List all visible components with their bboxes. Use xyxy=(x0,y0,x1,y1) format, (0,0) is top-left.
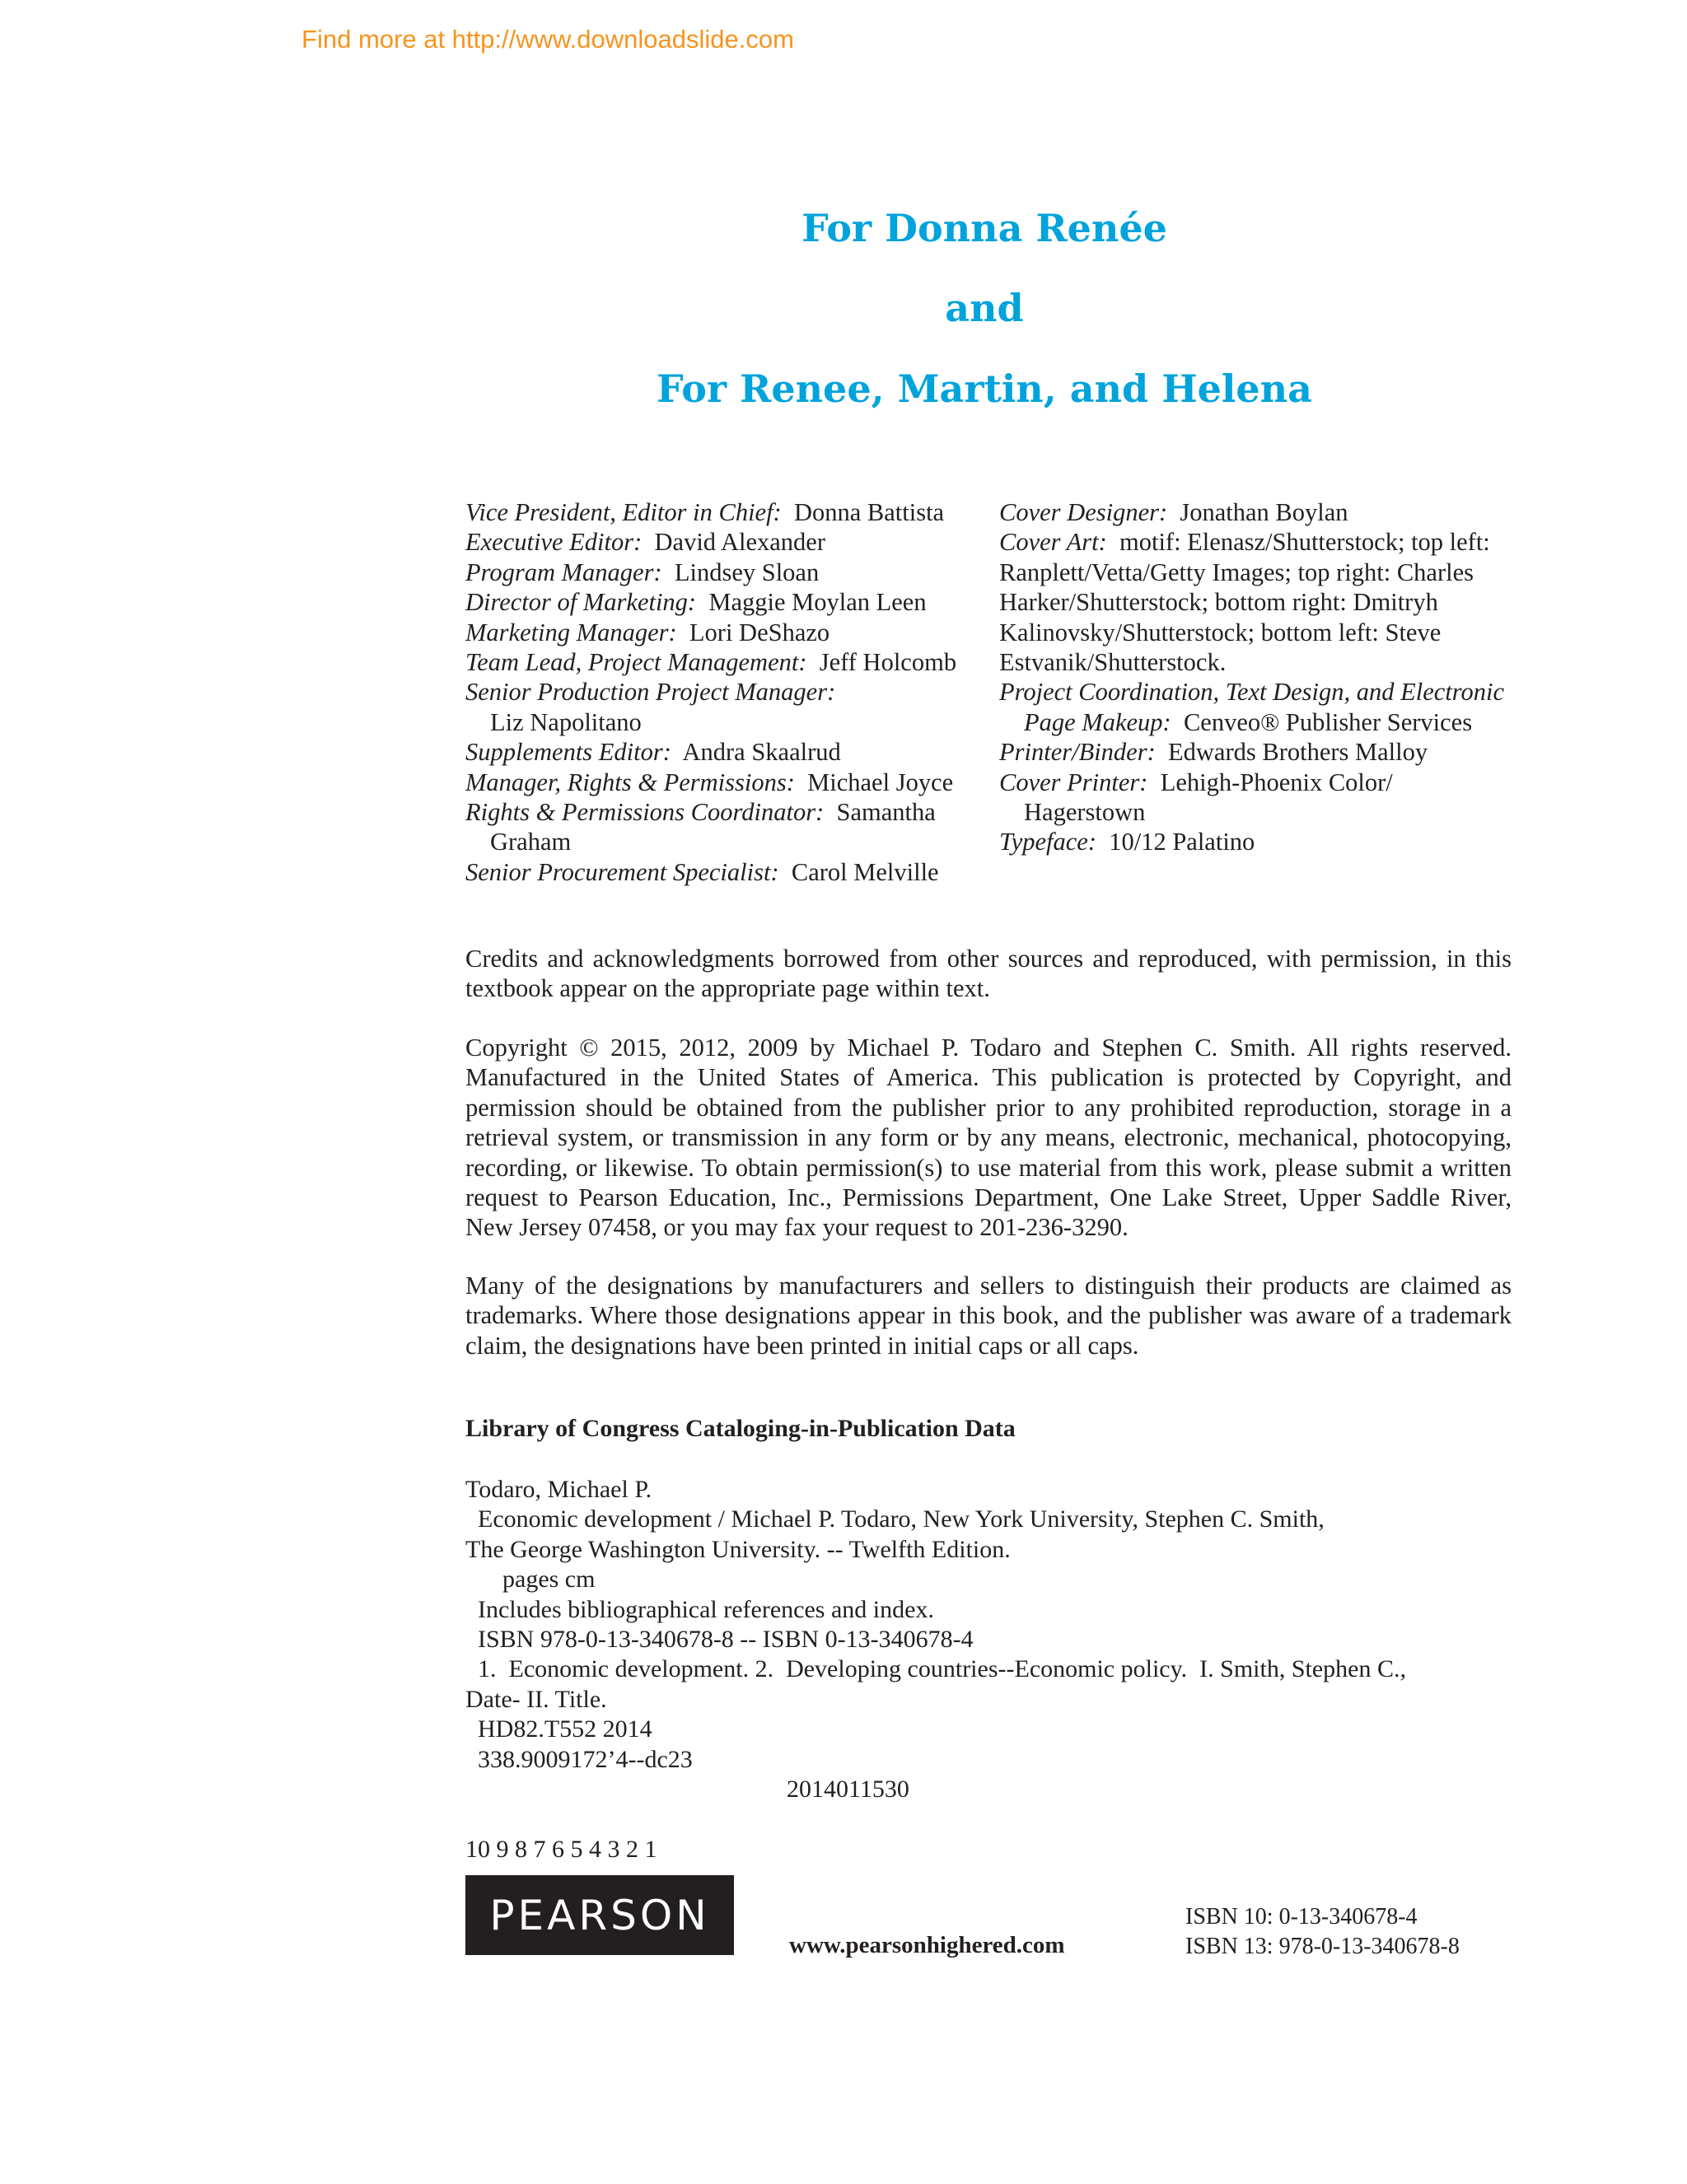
credit-entry xyxy=(465,618,976,647)
credit-name: Jeff Holcomb xyxy=(819,648,957,677)
cip-line: 2014011530 xyxy=(465,1776,909,1804)
credit-name: Michael Joyce xyxy=(807,768,954,796)
credit-role: Cover Printer: xyxy=(999,768,1148,796)
dedication-line-3: For Renee, Martin, and Helena xyxy=(657,366,1312,411)
pearson-logo: PEARSON xyxy=(465,1875,734,1955)
credit-entry xyxy=(999,497,1510,527)
dedication-line-2: and xyxy=(945,286,1024,330)
cip-line: Includes bibliographical references and index. xyxy=(465,1595,934,1623)
credit-name: Donna Battista xyxy=(793,498,945,526)
credit-role: Director of Marketing: xyxy=(465,588,697,617)
credit-entry xyxy=(465,857,976,887)
cip-line: Economic development / Michael P. Todaro, New York University, Stephen C. Smith, xyxy=(465,1505,1325,1533)
credit-role: Vice President, Editor in Chief: xyxy=(465,498,782,526)
credit-name: 10/12 Palatino xyxy=(1109,828,1255,856)
credit-entry xyxy=(465,647,976,677)
credit-role: Executive Editor: xyxy=(465,528,643,557)
credits-left-column xyxy=(465,497,976,887)
credit-name: Lehigh-Phoenix Color/ Hagerstown xyxy=(1024,768,1393,827)
isbn-13: ISBN 13: 978-0-13-340678-8 xyxy=(1185,1934,1460,1959)
credit-name: Lori DeShazo xyxy=(689,618,830,646)
cip-heading: Library of Congress Cataloging-in-Publication Data xyxy=(465,1415,1016,1442)
isbn-block xyxy=(1185,1902,1460,1962)
credit-role: Senior Procurement Specialist: xyxy=(465,857,779,886)
credit-name: Edwards Brothers Malloy xyxy=(1168,738,1428,767)
credit-entry xyxy=(465,737,976,767)
cip-data-block xyxy=(465,1475,1520,1864)
credit-entry xyxy=(465,677,976,737)
credit-role: Team Lead, Project Management: xyxy=(465,648,807,677)
credit-name: Cenveo® Publisher Services xyxy=(1183,707,1473,736)
credit-name: Maggie Moylan Leen xyxy=(708,588,927,617)
credit-entry xyxy=(999,677,1510,737)
credit-role: Supplements Editor: xyxy=(465,738,671,767)
credit-name: Andra Skaalrud xyxy=(682,738,841,767)
isbn-10: ISBN 10: 0-13-340678-4 xyxy=(1185,1904,1418,1930)
cip-line xyxy=(465,1804,1520,1834)
credit-role: Senior Production Project Manager: xyxy=(465,678,836,707)
credit-name: Jonathan Boylan xyxy=(1180,498,1348,526)
credit-name: David Alexander xyxy=(654,528,825,557)
credit-role: Cover Designer: xyxy=(999,498,1168,526)
credit-entry xyxy=(465,797,976,857)
dedication-line-1: For Donna Renée xyxy=(801,206,1167,250)
credit-entry xyxy=(999,827,1510,856)
credit-role: Program Manager: xyxy=(465,558,662,586)
trademarks-paragraph: Many of the designations by manufacturers and sellers to distinguish their products are claimed as trademarks. Where those designations appear in this book, and the publisher was aware of a trademark claim, the designations have been printed in initial caps or all caps. xyxy=(465,1272,1512,1360)
credit-name: Samantha Graham xyxy=(490,798,936,856)
cip-line: 1. Economic development. 2. Developing countries--Economic policy. I. Smith, Stephen C., xyxy=(465,1655,1406,1683)
credit-entry xyxy=(465,587,976,617)
credit-role: Manager, Rights & Permissions: xyxy=(465,768,795,796)
credit-entry xyxy=(465,497,976,527)
cip-print-line: 10 9 8 7 6 5 4 3 2 1 xyxy=(465,1835,657,1863)
credit-name: Lindsey Sloan xyxy=(674,558,820,586)
credits-right-column xyxy=(999,497,1510,857)
credit-entry xyxy=(999,737,1510,767)
credit-entry xyxy=(999,527,1510,677)
cip-line: The George Washington University. -- Twelfth Edition. xyxy=(465,1535,1011,1563)
credit-entry xyxy=(999,768,1510,828)
credit-role: Rights & Permissions Coordinator: xyxy=(465,798,825,827)
credit-name: Liz Napolitano xyxy=(490,707,642,736)
cip-line: pages cm xyxy=(465,1566,596,1594)
credit-role: Marketing Manager: xyxy=(465,618,677,646)
credit-role: Typeface: xyxy=(999,828,1096,856)
credit-entry xyxy=(465,768,976,797)
credit-entry xyxy=(465,527,976,557)
watermark-link-text: Find more at http://www.downloadslide.com xyxy=(301,25,794,54)
credit-name: motif: Elenasz/Shutterstock; top left: Ranplett/Vetta/Getty Images; top right: Charles Harker/Shutterstock; bottom right: Dmitryh Kalinovsky/Shutterstock; bottom left: Steve Estvanik/Shutterstock. xyxy=(999,528,1490,677)
cip-line: Date- II. Title. xyxy=(465,1685,607,1713)
cip-line: HD82.T552 2014 xyxy=(465,1715,652,1743)
cip-line: 338.9009172’4--dc23 xyxy=(465,1745,693,1773)
credit-entry xyxy=(465,558,976,587)
credit-role: Project Coordination, Text Design, and Electronic Page Makeup: xyxy=(999,678,1505,736)
credit-role: Cover Art: xyxy=(999,528,1107,557)
publisher-website: www.pearsonhighered.com xyxy=(789,1932,1065,1958)
credit-name: Carol Melville xyxy=(791,857,939,886)
credit-role: Printer/Binder: xyxy=(999,738,1156,767)
credits-acknowledgment-paragraph: Credits and acknowledgments borrowed from other sources and reproduced, with permission, in this textbook appear on the appropriate page within text. xyxy=(465,945,1512,1003)
copyright-paragraph: Copyright © 2015, 2012, 2009 by Michael P. Todaro and Stephen C. Smith. All rights reserved. Manufactured in the United States of America. This publication is protected by Copyright, and permission should be obtained from the publisher prior to any prohibited reproduction, storage in a retrieval system, or transmission in any form or by any means, electronic, mechanical, photocopying, recording, or likewise. To obtain permission(s) to use material from this work, please submit a written request to Pearson Education, Inc., Permissions Department, One Lake Street, Upper Saddle River, New Jersey 07458, or you may fax your request to 201-236-3290. xyxy=(465,1034,1512,1242)
cip-line: ISBN 978-0-13-340678-8 -- ISBN 0-13-340678-4 xyxy=(465,1626,974,1654)
cip-line: Todaro, Michael P. xyxy=(465,1476,652,1503)
